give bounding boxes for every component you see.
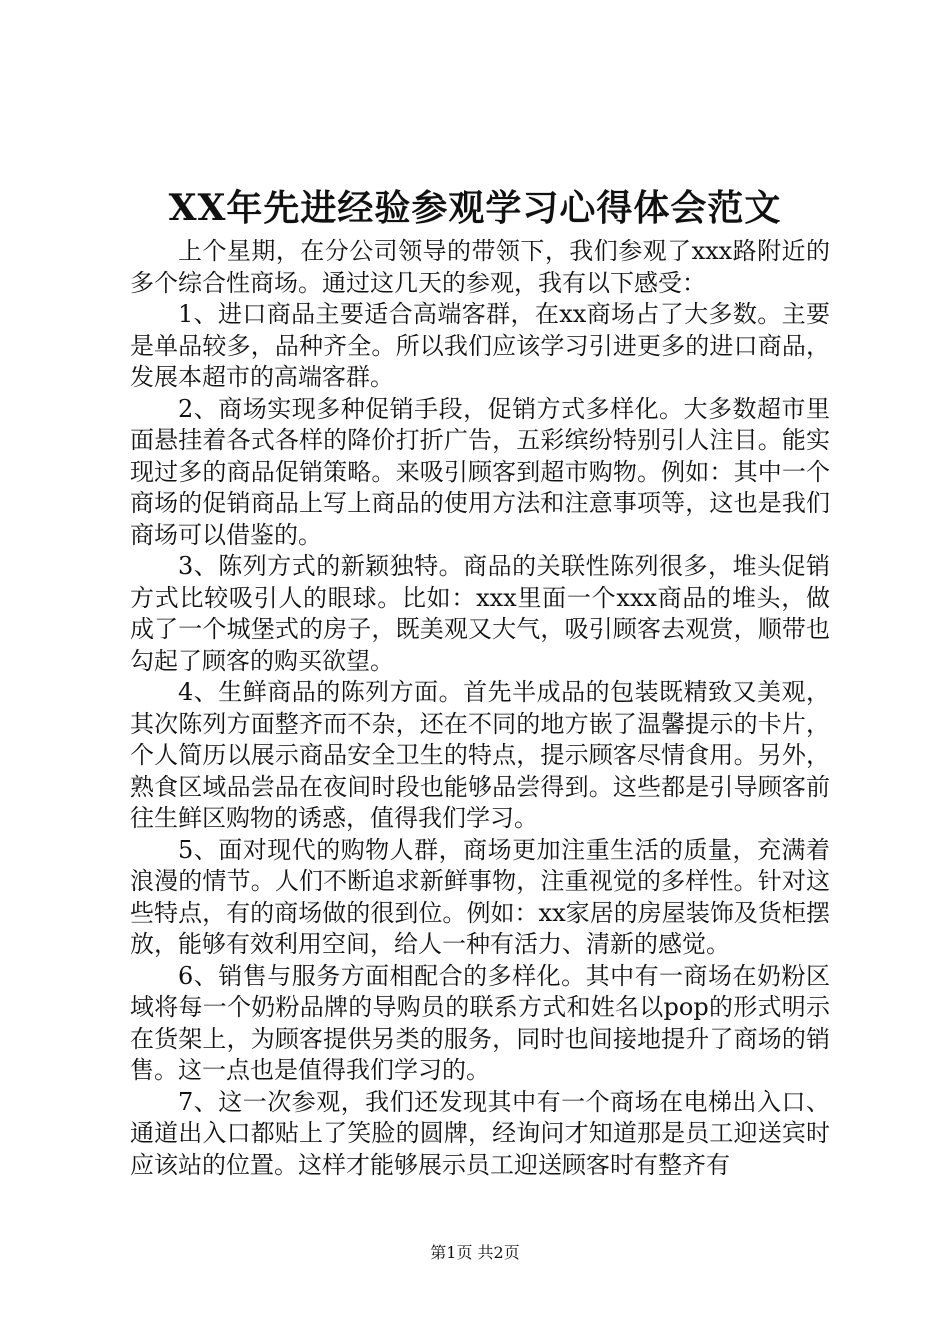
paragraph-point-1: 1、进口商品主要适合高端客群，在xx商场占了大多数。主要是单品较多，品种齐全。所以我们应该学习引进更多的进口商品，发展本超市的高端客群。 — [130, 300, 830, 391]
paragraph-point-3: 3、陈列方式的新颖独特。商品的关联性陈列很多，堆头促销方式比较吸引人的眼球。比如：xxx里面一个xxx商品的堆头，做成了一个城堡式的房子，既美观又大气，吸引顾客去观赏，顺带也勾起了顾客的购买欲望。 — [130, 552, 830, 675]
paragraph-point-7: 7、这一次参观，我们还发现其中有一个商场在电梯出入口、通道出入口都贴上了笑脸的圆牌，经询问才知道那是员工迎送宾时应该站的位置。这样才能够展示员工迎送顾客时有整齐有 — [130, 1087, 830, 1179]
paragraph-point-2: 2、商场实现多种促销手段，促销方式多样化。大多数超市里面悬挂着各式各样的降价打折广告，五彩缤纷特别引人注目。能实现过多的商品促销策略。来吸引顾客到超市购物。例如：其中一个商场的促销商品上写上商品的使用方法和注意事项等，这也是我们商场可以借鉴的。 — [130, 394, 830, 549]
paragraph-intro: 上个星期，在分公司领导的带领下，我们参观了xxx路附近的多个综合性商场。通过这几天的参观，我有以下感受： — [130, 237, 830, 297]
paragraph-point-6: 6、销售与服务方面相配合的多样化。其中有一商场在奶粉区域将每一个奶粉品牌的导购员的联系方式和姓名以pop的形式明示在货架上，为顾客提供另类的服务，同时也间接地提升了商场的销售。这一点也是值得我们学习的。 — [130, 961, 830, 1084]
document-title: XX年先进经验参观学习心得体会范文 — [168, 187, 782, 229]
document-body — [130, 236, 830, 1181]
page-footer: 第1页 共2页 — [430, 1243, 520, 1262]
paragraph-point-5: 5、面对现代的购物人群，商场更加注重生活的质量，充满着浪漫的情节。人们不断追求新鲜事物，注重视觉的多样性。针对这些特点，有的商场做的很到位。例如：xx家居的房屋装饰及货柜摆放，能够有效利用空间，给人一种有活力、清新的感觉。 — [130, 835, 830, 958]
paragraph-point-4: 4、生鲜商品的陈列方面。首先半成品的包装既精致又美观，其次陈列方面整齐而不杂，还在不同的地方嵌了温馨提示的卡片，个人简历以展示商品安全卫生的特点，提示顾客尽情食用。另外，熟食区域品尝品在夜间时段也能够品尝得到。这些都是引导顾客前往生鲜区购物的诱惑，值得我们学习。 — [130, 678, 830, 832]
